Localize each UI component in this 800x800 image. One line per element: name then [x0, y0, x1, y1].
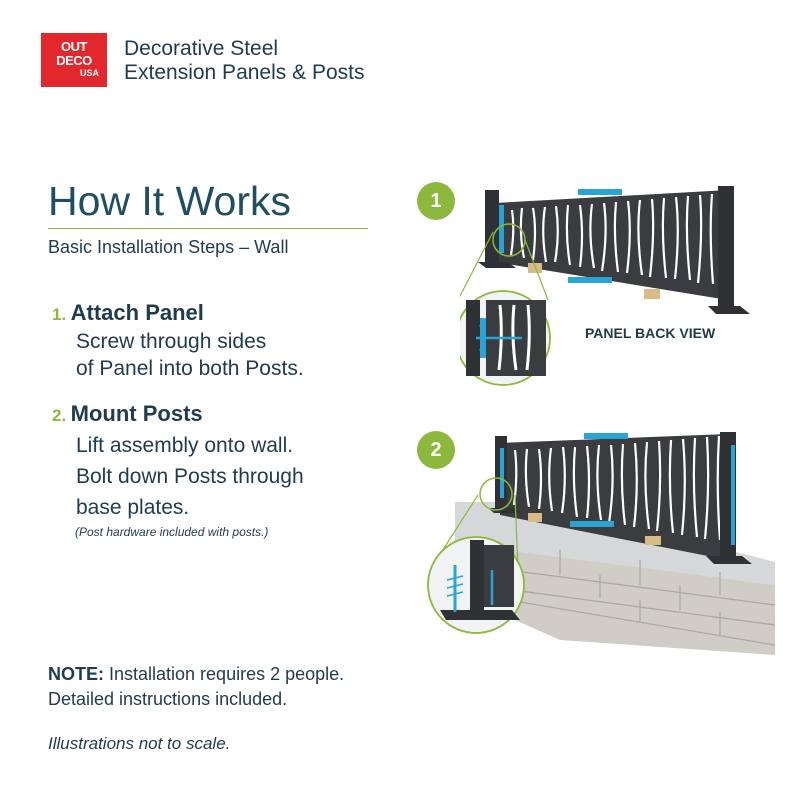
zoom-base-plate [440, 610, 520, 620]
step1-line2: of Panel into both Posts. [76, 357, 304, 380]
page-title: How It Works [48, 178, 291, 224]
note-text: Installation requires 2 people. [104, 664, 345, 684]
bottom-bracket-2 [570, 521, 614, 527]
right-base-plate [708, 306, 750, 314]
right-bracket-2 [731, 445, 735, 545]
step2-heading [52, 401, 203, 427]
step2-line1: Lift assembly onto wall. [76, 434, 294, 457]
hardware-note: (Post hardware included with posts.) [75, 525, 269, 539]
product-title-line1: Decorative Steel [124, 37, 279, 60]
step1-title: Attach Panel [70, 300, 204, 325]
top-bracket-2 [584, 433, 628, 439]
step2-line2: Bolt down Posts through [76, 465, 304, 488]
installation-note [48, 662, 344, 712]
step1-heading [52, 300, 204, 326]
screw-head [480, 324, 485, 329]
logo-line2: DECO [56, 53, 92, 68]
left-bracket-2 [500, 448, 504, 498]
step2-title: Mount Posts [70, 401, 203, 426]
step1-description [76, 328, 304, 382]
logo-line3: USA [79, 68, 99, 78]
product-title [124, 37, 364, 85]
zoom-post-2 [470, 540, 484, 612]
step2-line3: base plates. [76, 496, 190, 519]
right-post [718, 186, 734, 306]
screw-head [480, 348, 485, 353]
step1-number: 1. [52, 305, 67, 324]
steel-panel [495, 190, 728, 300]
panel-back-view-illustration [460, 180, 760, 390]
outdeco-logo [41, 33, 107, 87]
step2-badge: 2 [417, 431, 455, 469]
bottom-bracket [568, 277, 612, 283]
page-subtitle: Basic Installation Steps – Wall [48, 237, 289, 257]
logo-line1: OUT [61, 39, 87, 54]
wall-mount-illustration [420, 430, 780, 660]
zoom-panel-2 [484, 545, 514, 607]
step1-line1: Screw through sides [76, 330, 267, 353]
wood-block-2 [528, 513, 542, 522]
note-label: NOTE: [48, 664, 104, 684]
wood-block [644, 289, 660, 299]
scale-disclaimer: Illustrations not to scale. [48, 734, 231, 753]
note-line2: Detailed instructions included. [48, 689, 288, 709]
left-bracket [499, 205, 504, 253]
top-bracket [578, 189, 622, 195]
title-divider [48, 228, 368, 229]
panel-back-view-label: PANEL BACK VIEW [585, 325, 716, 341]
step2-description [76, 430, 304, 523]
wood-block-2 [645, 536, 661, 545]
product-title-line2: Extension Panels & Posts [124, 61, 365, 84]
step2-number: 2. [52, 406, 67, 425]
step1-badge: 1 [417, 182, 455, 220]
